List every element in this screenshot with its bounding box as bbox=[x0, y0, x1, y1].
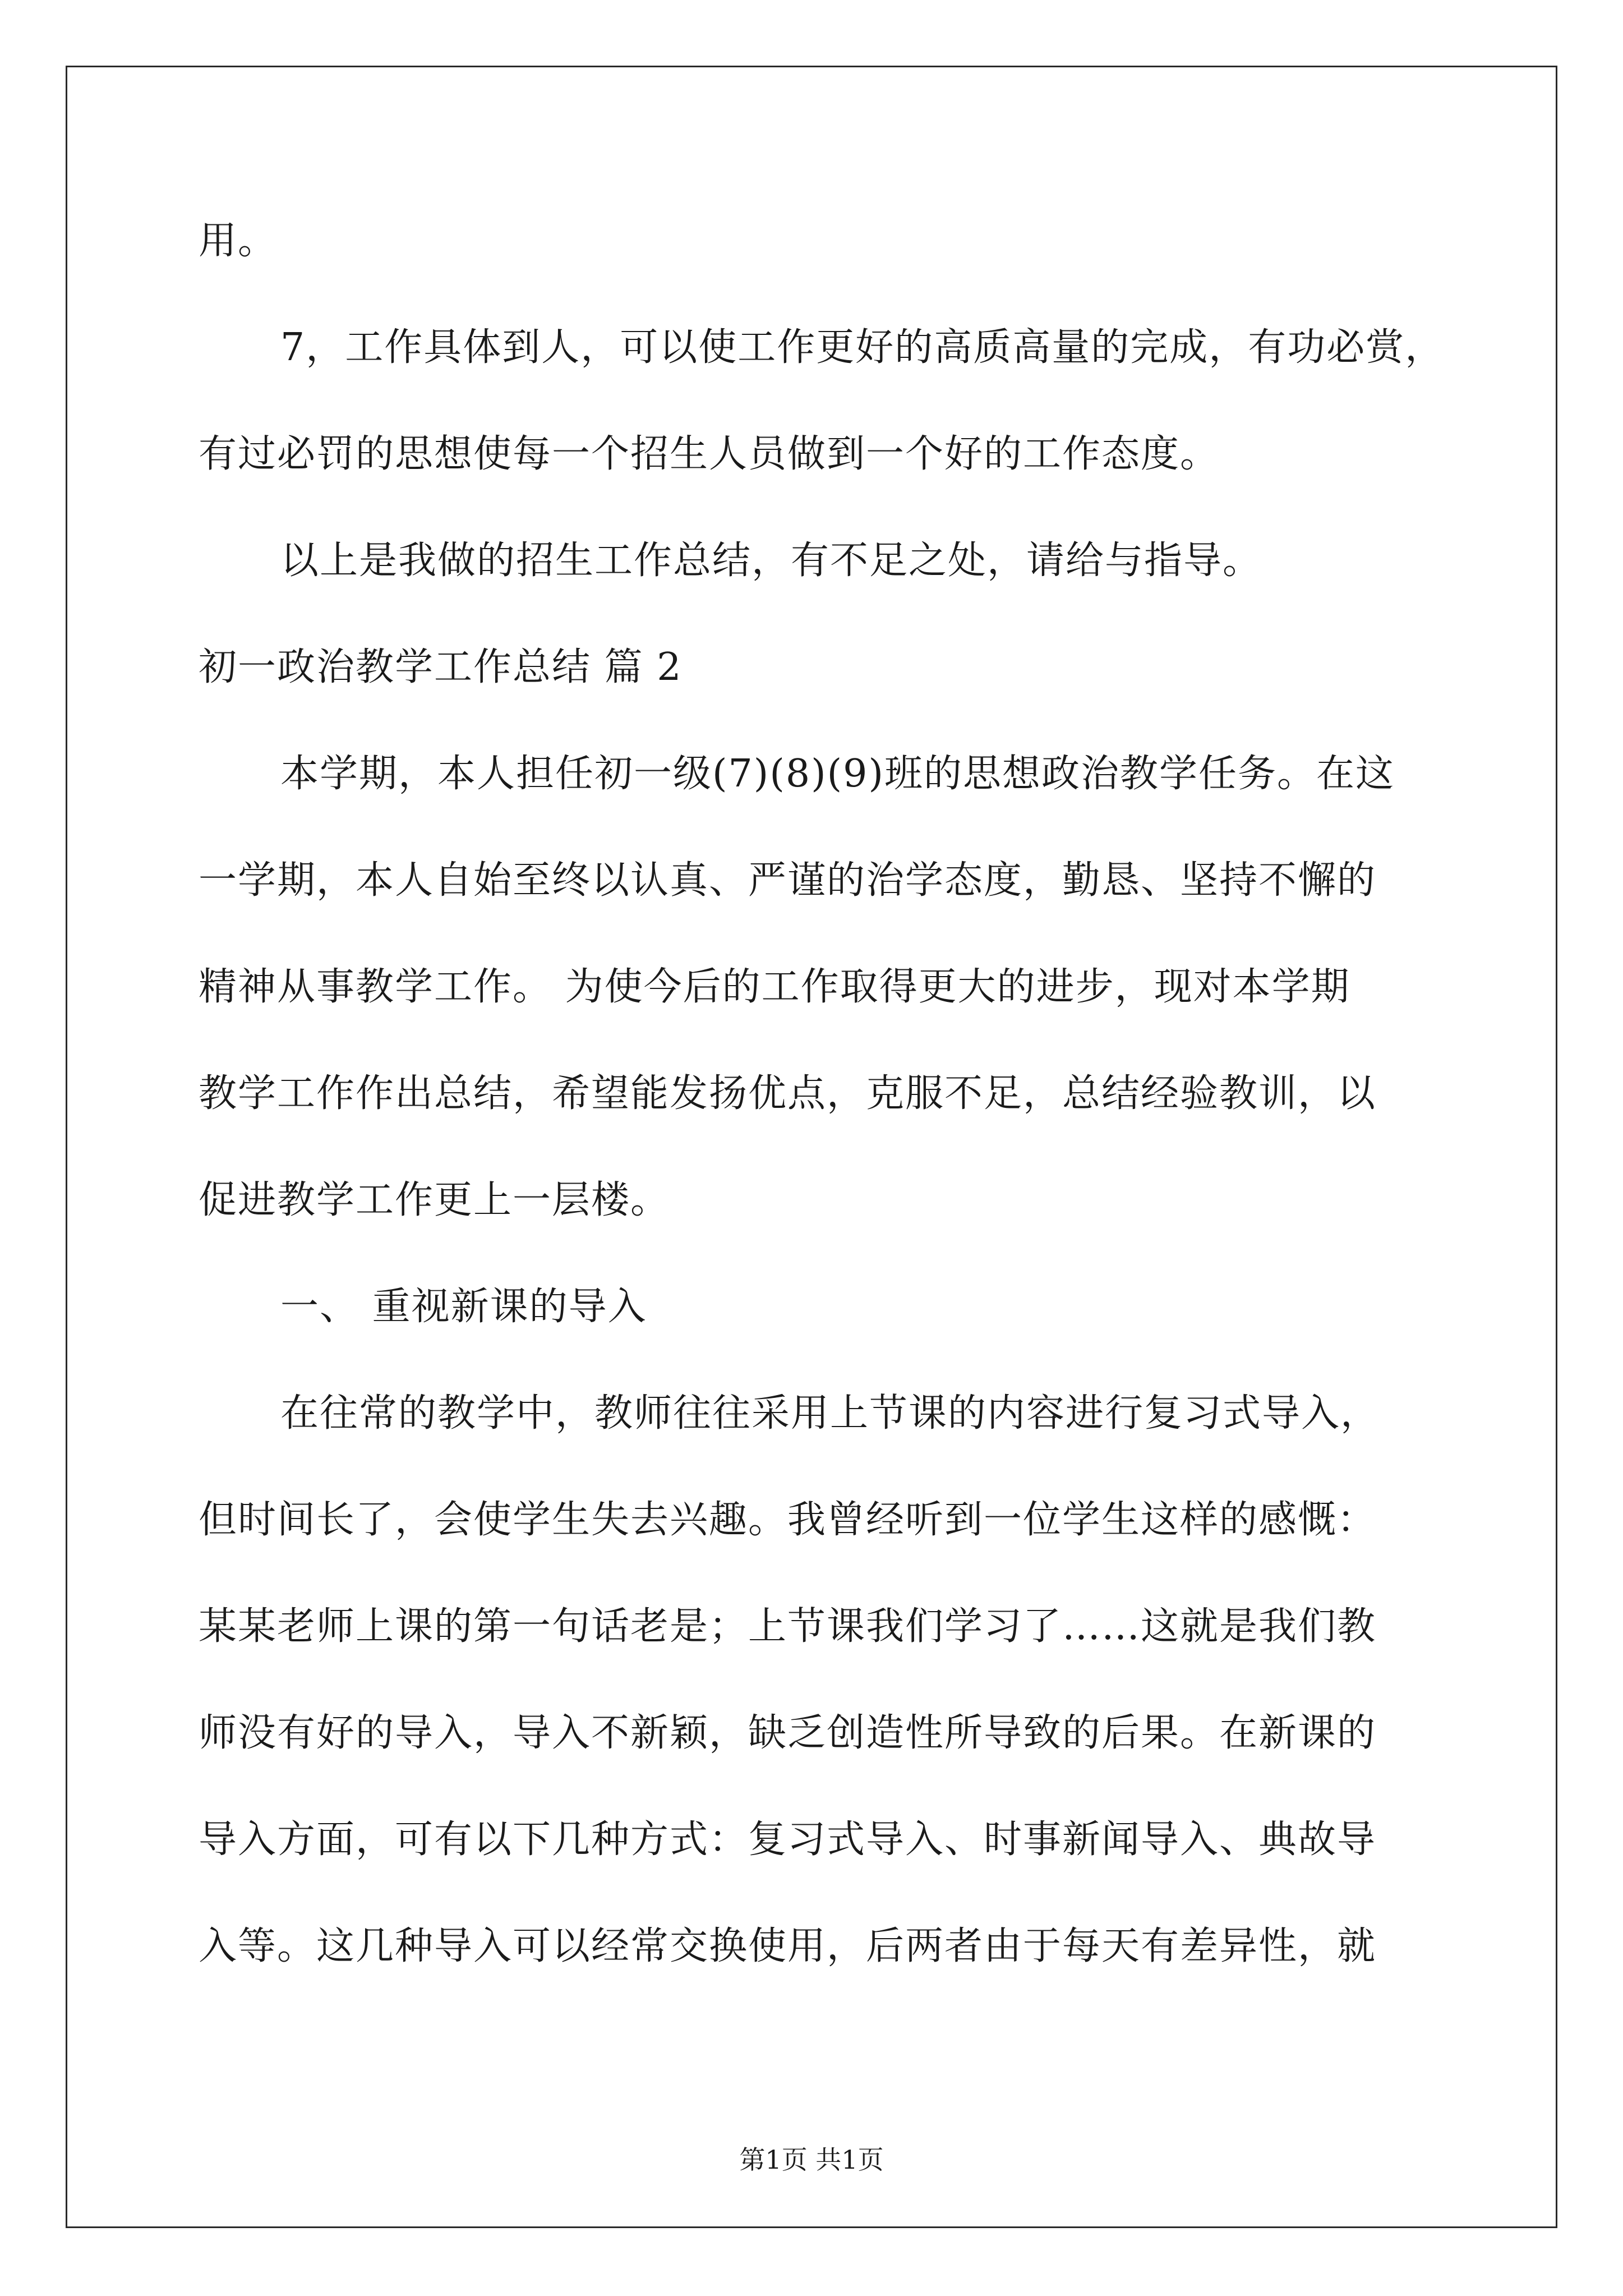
text-line: 以上是我做的招生工作总结，有不足之处，请给与指导。 bbox=[280, 539, 1262, 583]
text-line: 教学工作作出总结，希望能发扬优点，克服不足，总结经验教训，以 bbox=[199, 1071, 1377, 1116]
page-footer: 第1页 共1页 bbox=[739, 2145, 884, 2175]
text-line: 有过必罚的思想使每一个招生人员做到一个好的工作态度。 bbox=[199, 432, 1220, 476]
text-line: 师没有好的导入，导入不新颖，缺乏创造性所导致的后果。在新课的 bbox=[199, 1711, 1377, 1755]
text-line: 7，工作具体到人，可以使工作更好的高质高量的完成，有功必赏， bbox=[280, 325, 1445, 370]
text-line: 导入方面，可有以下几种方式：复习式导入、时事新闻导入、典故导 bbox=[199, 1818, 1377, 1862]
section-heading: 初一政治教学工作总结 篇 2 bbox=[199, 645, 683, 689]
text-line: 精神从事教学工作。 为使今后的工作取得更大的进步，现对本学期 bbox=[199, 965, 1350, 1009]
text-line: 某某老师上课的第一句话老是；上节课我们学习了……这就是我们教 bbox=[199, 1604, 1377, 1649]
subsection-heading: 一、 重视新课的导入 bbox=[280, 1285, 647, 1329]
text-line: 本学期，本人担任初一级(7)(8)(9)班的思想政治教学任务。在这 bbox=[280, 752, 1395, 796]
text-line: 促进教学工作更上一层楼。 bbox=[199, 1178, 670, 1222]
text-line: 在往常的教学中，教师往往采用上节课的内容进行复习式导入， bbox=[280, 1391, 1380, 1435]
text-line: 用。 bbox=[199, 219, 278, 263]
page-border bbox=[66, 66, 1557, 2228]
text-line: 一学期，本人自始至终以认真、严谨的治学态度，勤恳、坚持不懈的 bbox=[199, 858, 1377, 903]
text-line: 但时间长了，会使学生失去兴趣。我曾经听到一位学生这样的感慨： bbox=[199, 1498, 1377, 1542]
text-line: 入等。这几种导入可以经常交换使用，后两者由于每天有差异性，就 bbox=[199, 1924, 1377, 1968]
